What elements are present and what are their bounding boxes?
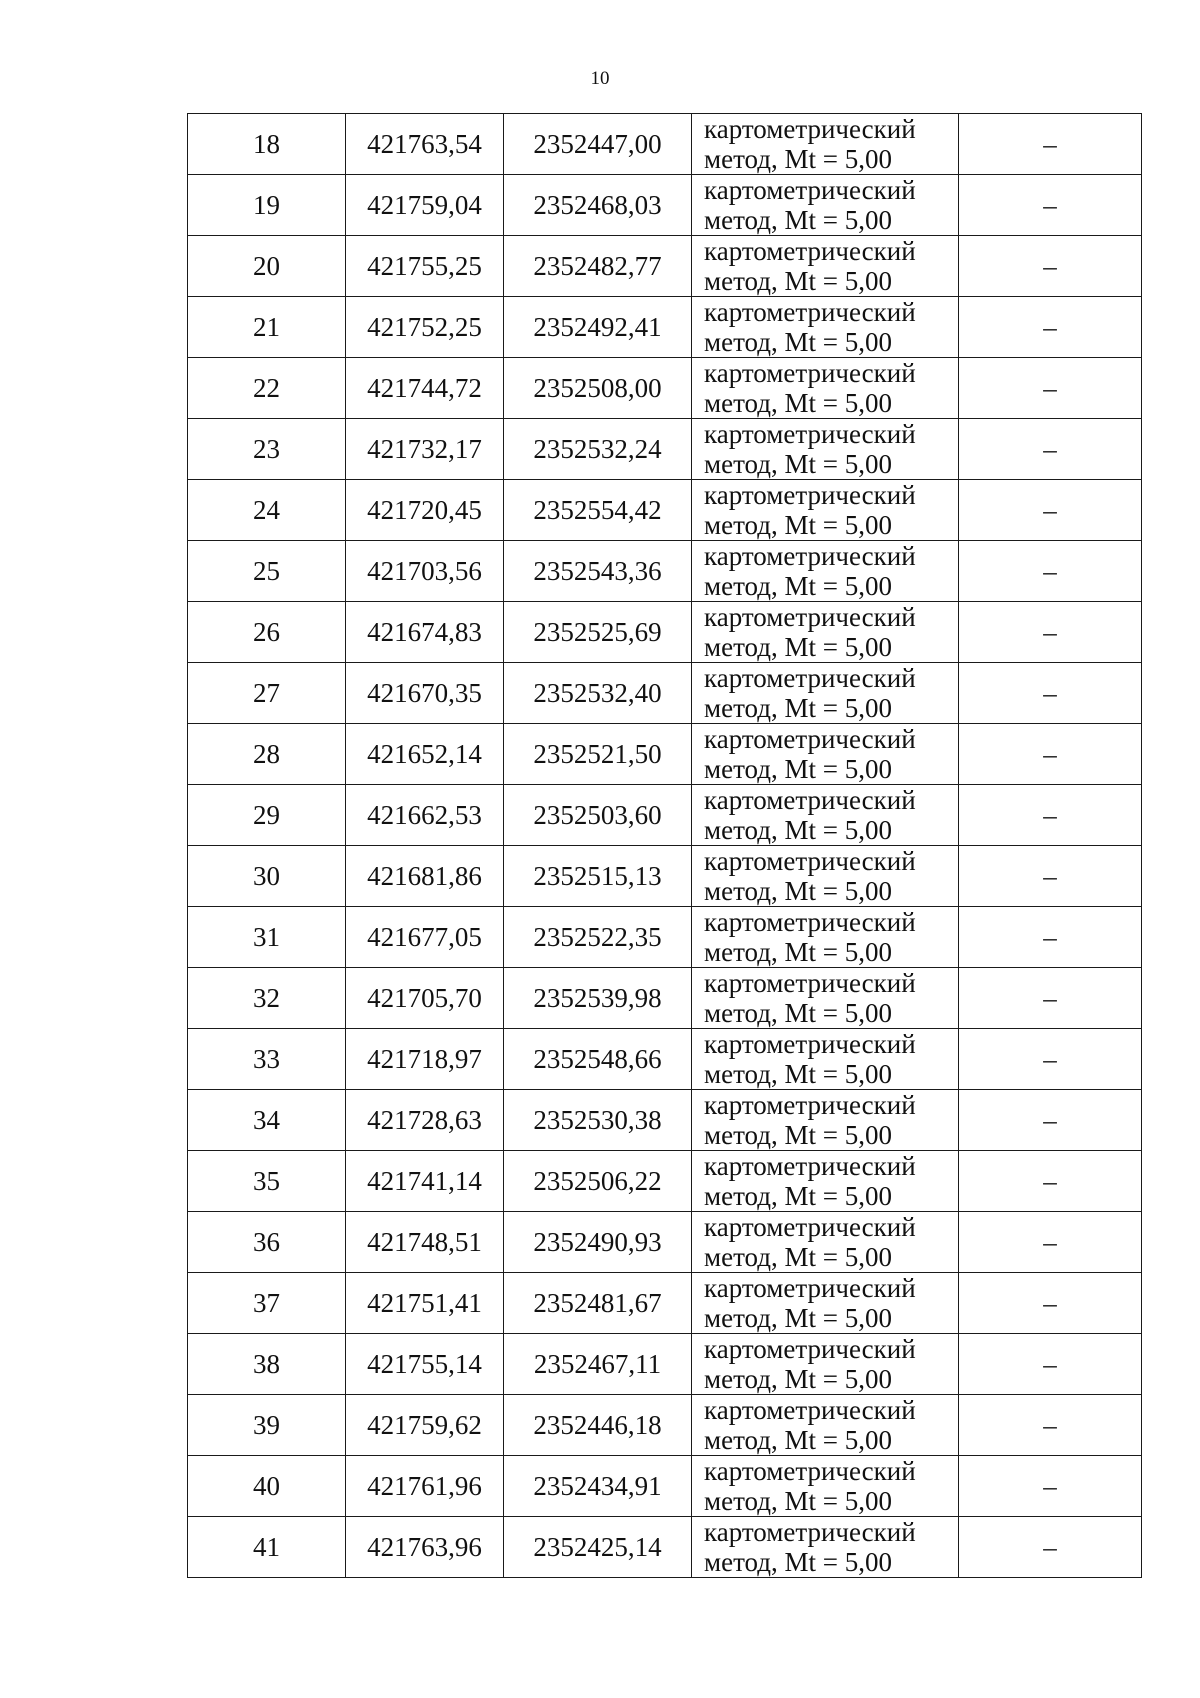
method-line-1: картометрический: [704, 1212, 916, 1242]
method-line-1: картометрический: [704, 785, 916, 815]
point-number-cell: 19: [188, 175, 346, 236]
table-row: [188, 480, 1142, 541]
method-cell: [692, 602, 959, 663]
method-line-2: метод, Mt = 5,00: [704, 449, 892, 479]
method-cell: [692, 1456, 959, 1517]
table-row: [188, 1334, 1142, 1395]
note-cell: –: [959, 236, 1142, 297]
table-row: [188, 1395, 1142, 1456]
method-line-1: картометрический: [704, 419, 916, 449]
x-coordinate-cell: 421741,14: [346, 1151, 504, 1212]
coordinates-table-body: [188, 114, 1142, 1578]
method-line-1: картометрический: [704, 1395, 916, 1425]
method-line-1: картометрический: [704, 1151, 916, 1181]
method-line-1: картометрический: [704, 358, 916, 388]
x-coordinate-cell: 421763,54: [346, 114, 504, 175]
table-row: [188, 1517, 1142, 1578]
method-cell: [692, 1212, 959, 1273]
note-cell: –: [959, 968, 1142, 1029]
y-coordinate-cell: 2352481,67: [504, 1273, 692, 1334]
method-line-1: картометрический: [704, 1273, 916, 1303]
point-number-cell: 30: [188, 846, 346, 907]
method-cell: [692, 1090, 959, 1151]
x-coordinate-cell: 421759,62: [346, 1395, 504, 1456]
table-row: [188, 541, 1142, 602]
x-coordinate-cell: 421703,56: [346, 541, 504, 602]
method-line-2: метод, Mt = 5,00: [704, 1364, 892, 1394]
table-row: [188, 1212, 1142, 1273]
y-coordinate-cell: 2352508,00: [504, 358, 692, 419]
method-cell: [692, 114, 959, 175]
table-row: [188, 175, 1142, 236]
x-coordinate-cell: 421755,14: [346, 1334, 504, 1395]
y-coordinate-cell: 2352554,42: [504, 480, 692, 541]
x-coordinate-cell: 421652,14: [346, 724, 504, 785]
point-number-cell: 26: [188, 602, 346, 663]
x-coordinate-cell: 421705,70: [346, 968, 504, 1029]
x-coordinate-cell: 421751,41: [346, 1273, 504, 1334]
y-coordinate-cell: 2352515,13: [504, 846, 692, 907]
method-line-2: метод, Mt = 5,00: [704, 1120, 892, 1150]
method-line-1: картометрический: [704, 1456, 916, 1486]
method-cell: [692, 480, 959, 541]
note-cell: –: [959, 1151, 1142, 1212]
method-line-1: картометрический: [704, 297, 916, 327]
x-coordinate-cell: 421670,35: [346, 663, 504, 724]
note-cell: –: [959, 663, 1142, 724]
note-cell: –: [959, 480, 1142, 541]
method-line-1: картометрический: [704, 114, 916, 144]
point-number-cell: 31: [188, 907, 346, 968]
point-number-cell: 40: [188, 1456, 346, 1517]
method-line-1: картометрический: [704, 907, 916, 937]
note-cell: –: [959, 907, 1142, 968]
method-line-2: метод, Mt = 5,00: [704, 327, 892, 357]
note-cell: –: [959, 1029, 1142, 1090]
method-cell: [692, 846, 959, 907]
method-cell: [692, 175, 959, 236]
method-cell: [692, 297, 959, 358]
method-line-2: метод, Mt = 5,00: [704, 1059, 892, 1089]
note-cell: –: [959, 1273, 1142, 1334]
point-number-cell: 22: [188, 358, 346, 419]
y-coordinate-cell: 2352434,91: [504, 1456, 692, 1517]
x-coordinate-cell: 421763,96: [346, 1517, 504, 1578]
point-number-cell: 38: [188, 1334, 346, 1395]
method-line-1: картометрический: [704, 236, 916, 266]
x-coordinate-cell: 421728,63: [346, 1090, 504, 1151]
point-number-cell: 28: [188, 724, 346, 785]
point-number-cell: 34: [188, 1090, 346, 1151]
table-row: [188, 358, 1142, 419]
y-coordinate-cell: 2352539,98: [504, 968, 692, 1029]
method-cell: [692, 785, 959, 846]
method-cell: [692, 1395, 959, 1456]
x-coordinate-cell: 421752,25: [346, 297, 504, 358]
note-cell: –: [959, 297, 1142, 358]
method-line-2: метод, Mt = 5,00: [704, 1181, 892, 1211]
note-cell: –: [959, 1395, 1142, 1456]
method-line-2: метод, Mt = 5,00: [704, 1242, 892, 1272]
y-coordinate-cell: 2352447,00: [504, 114, 692, 175]
method-line-2: метод, Mt = 5,00: [704, 144, 892, 174]
method-line-2: метод, Mt = 5,00: [704, 754, 892, 784]
table-row: [188, 663, 1142, 724]
table-row: [188, 1029, 1142, 1090]
method-line-2: метод, Mt = 5,00: [704, 266, 892, 296]
method-line-2: метод, Mt = 5,00: [704, 998, 892, 1028]
method-cell: [692, 1273, 959, 1334]
x-coordinate-cell: 421732,17: [346, 419, 504, 480]
method-line-1: картометрический: [704, 602, 916, 632]
method-line-2: метод, Mt = 5,00: [704, 815, 892, 845]
note-cell: –: [959, 114, 1142, 175]
method-line-2: метод, Mt = 5,00: [704, 1486, 892, 1516]
note-cell: –: [959, 541, 1142, 602]
point-number-cell: 25: [188, 541, 346, 602]
y-coordinate-cell: 2352543,36: [504, 541, 692, 602]
table-row: [188, 968, 1142, 1029]
method-line-1: картометрический: [704, 480, 916, 510]
y-coordinate-cell: 2352467,11: [504, 1334, 692, 1395]
method-line-1: картометрический: [704, 175, 916, 205]
y-coordinate-cell: 2352525,69: [504, 602, 692, 663]
y-coordinate-cell: 2352492,41: [504, 297, 692, 358]
method-line-2: метод, Mt = 5,00: [704, 388, 892, 418]
y-coordinate-cell: 2352548,66: [504, 1029, 692, 1090]
table-row: [188, 1273, 1142, 1334]
point-number-cell: 21: [188, 297, 346, 358]
note-cell: –: [959, 846, 1142, 907]
y-coordinate-cell: 2352482,77: [504, 236, 692, 297]
x-coordinate-cell: 421755,25: [346, 236, 504, 297]
x-coordinate-cell: 421748,51: [346, 1212, 504, 1273]
y-coordinate-cell: 2352425,14: [504, 1517, 692, 1578]
note-cell: –: [959, 724, 1142, 785]
y-coordinate-cell: 2352503,60: [504, 785, 692, 846]
method-cell: [692, 1151, 959, 1212]
point-number-cell: 29: [188, 785, 346, 846]
y-coordinate-cell: 2352490,93: [504, 1212, 692, 1273]
table-row: [188, 1151, 1142, 1212]
method-line-2: метод, Mt = 5,00: [704, 510, 892, 540]
x-coordinate-cell: 421759,04: [346, 175, 504, 236]
note-cell: –: [959, 1456, 1142, 1517]
point-number-cell: 23: [188, 419, 346, 480]
method-cell: [692, 541, 959, 602]
y-coordinate-cell: 2352522,35: [504, 907, 692, 968]
page-number: 10: [590, 68, 610, 89]
note-cell: –: [959, 419, 1142, 480]
point-number-cell: 37: [188, 1273, 346, 1334]
point-number-cell: 32: [188, 968, 346, 1029]
point-number-cell: 27: [188, 663, 346, 724]
method-line-2: метод, Mt = 5,00: [704, 876, 892, 906]
method-line-1: картометрический: [704, 968, 916, 998]
method-line-1: картометрический: [704, 846, 916, 876]
method-cell: [692, 358, 959, 419]
x-coordinate-cell: 421674,83: [346, 602, 504, 663]
method-cell: [692, 968, 959, 1029]
x-coordinate-cell: 421761,96: [346, 1456, 504, 1517]
method-line-1: картометрический: [704, 724, 916, 754]
x-coordinate-cell: 421744,72: [346, 358, 504, 419]
x-coordinate-cell: 421681,86: [346, 846, 504, 907]
method-line-2: метод, Mt = 5,00: [704, 1547, 892, 1577]
y-coordinate-cell: 2352532,24: [504, 419, 692, 480]
note-cell: –: [959, 1517, 1142, 1578]
point-number-cell: 41: [188, 1517, 346, 1578]
method-line-1: картометрический: [704, 1090, 916, 1120]
method-cell: [692, 1334, 959, 1395]
x-coordinate-cell: 421677,05: [346, 907, 504, 968]
table-row: [188, 785, 1142, 846]
method-cell: [692, 1517, 959, 1578]
table-row: [188, 236, 1142, 297]
method-cell: [692, 663, 959, 724]
y-coordinate-cell: 2352530,38: [504, 1090, 692, 1151]
x-coordinate-cell: 421720,45: [346, 480, 504, 541]
method-line-2: метод, Mt = 5,00: [704, 1425, 892, 1455]
point-number-cell: 33: [188, 1029, 346, 1090]
point-number-cell: 36: [188, 1212, 346, 1273]
method-line-1: картометрический: [704, 541, 916, 571]
note-cell: –: [959, 1334, 1142, 1395]
method-line-2: метод, Mt = 5,00: [704, 205, 892, 235]
method-cell: [692, 1029, 959, 1090]
y-coordinate-cell: 2352521,50: [504, 724, 692, 785]
method-line-1: картометрический: [704, 1029, 916, 1059]
point-number-cell: 24: [188, 480, 346, 541]
coordinates-table: [187, 113, 1142, 1578]
table-row: [188, 297, 1142, 358]
table-row: [188, 602, 1142, 663]
method-line-1: картометрический: [704, 1517, 916, 1547]
note-cell: –: [959, 602, 1142, 663]
point-number-cell: 18: [188, 114, 346, 175]
y-coordinate-cell: 2352506,22: [504, 1151, 692, 1212]
method-line-2: метод, Mt = 5,00: [704, 632, 892, 662]
table-row: [188, 1456, 1142, 1517]
method-cell: [692, 419, 959, 480]
y-coordinate-cell: 2352468,03: [504, 175, 692, 236]
note-cell: –: [959, 175, 1142, 236]
x-coordinate-cell: 421662,53: [346, 785, 504, 846]
table-row: [188, 724, 1142, 785]
method-line-1: картометрический: [704, 1334, 916, 1364]
method-line-2: метод, Mt = 5,00: [704, 693, 892, 723]
method-line-2: метод, Mt = 5,00: [704, 937, 892, 967]
method-line-2: метод, Mt = 5,00: [704, 1303, 892, 1333]
method-cell: [692, 236, 959, 297]
method-cell: [692, 724, 959, 785]
table-row: [188, 114, 1142, 175]
table-row: [188, 907, 1142, 968]
note-cell: –: [959, 1090, 1142, 1151]
note-cell: –: [959, 1212, 1142, 1273]
y-coordinate-cell: 2352446,18: [504, 1395, 692, 1456]
note-cell: –: [959, 785, 1142, 846]
table-row: [188, 1090, 1142, 1151]
note-cell: –: [959, 358, 1142, 419]
point-number-cell: 39: [188, 1395, 346, 1456]
point-number-cell: 35: [188, 1151, 346, 1212]
method-line-2: метод, Mt = 5,00: [704, 571, 892, 601]
method-cell: [692, 907, 959, 968]
table-row: [188, 419, 1142, 480]
table-row: [188, 846, 1142, 907]
point-number-cell: 20: [188, 236, 346, 297]
x-coordinate-cell: 421718,97: [346, 1029, 504, 1090]
method-line-1: картометрический: [704, 663, 916, 693]
y-coordinate-cell: 2352532,40: [504, 663, 692, 724]
